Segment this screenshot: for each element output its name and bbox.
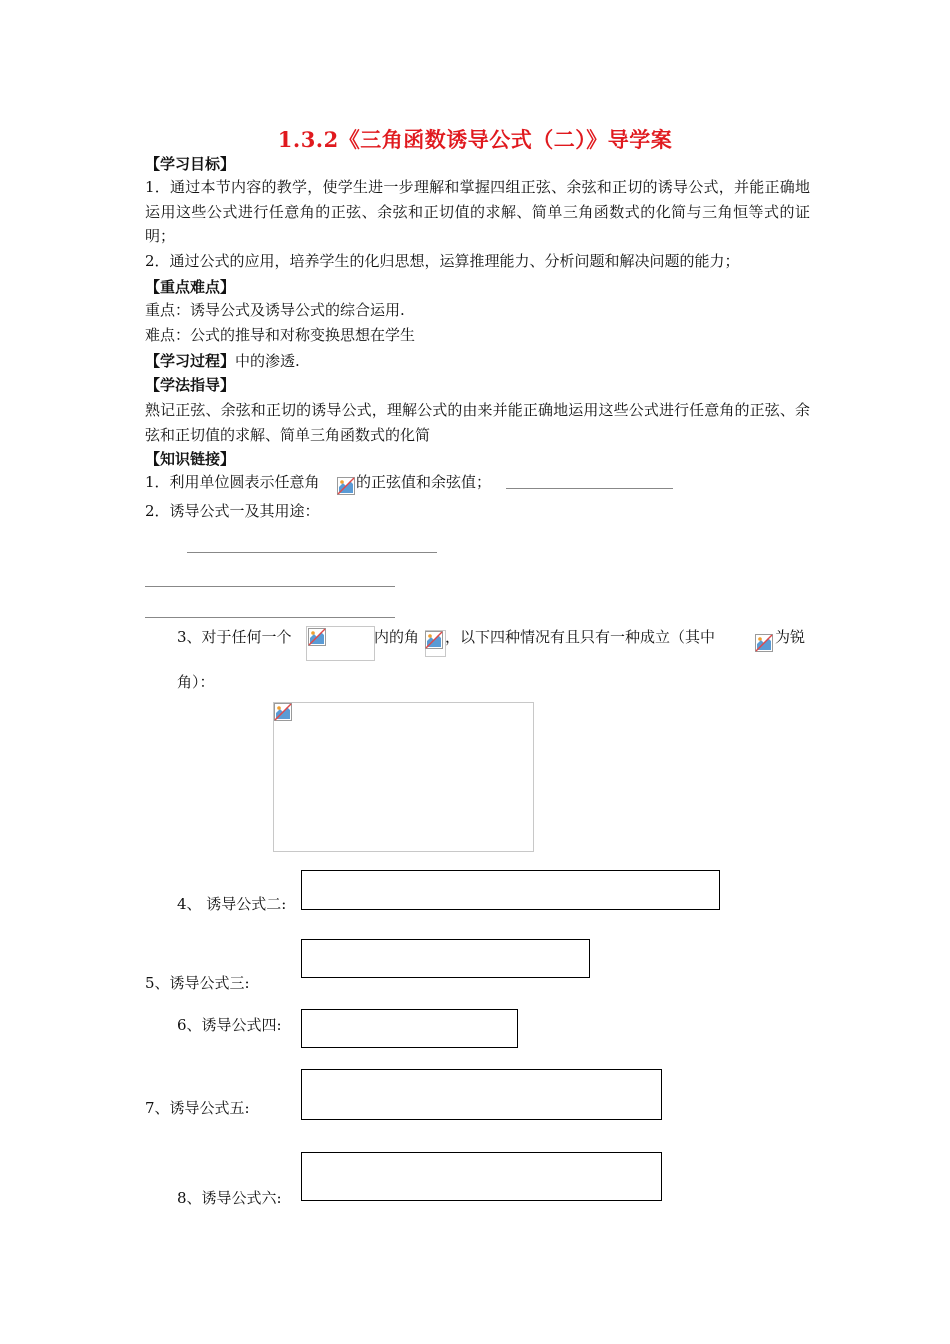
link-item-3-part-c: ，以下四种情况有且只有一种成立（其中 bbox=[445, 628, 716, 646]
answer-box[interactable] bbox=[301, 870, 720, 910]
section-heading-key-points: 【重点难点】 bbox=[145, 278, 236, 296]
broken-image-icon bbox=[337, 477, 355, 495]
goal-item-1: 1．通过本节内容的教学，使学生进一步理解和掌握四组正弦、余弦和正切的诱导公式，并能正确地运用这些公式进行任意角的正弦、余弦和正切值的求解、简单三角函数式的化简与三角恒等式的证明； bbox=[145, 178, 810, 245]
link-item-3-part-e: 角）： bbox=[177, 673, 215, 691]
section-heading-guide: 【学法指导】 bbox=[145, 376, 236, 394]
link-item-7: 7、诱导公式五: bbox=[145, 1099, 250, 1117]
answer-box[interactable] bbox=[301, 1152, 662, 1201]
guide-text: 熟记正弦、余弦和正切的诱导公式，理解公式的由来并能正确地运用这些公式进行任意角的正弦、余弦和正切值的求解、简单三角函数式的化简 bbox=[145, 401, 810, 444]
broken-image-icon bbox=[425, 631, 443, 649]
link-item-3-part-b: 内的角 bbox=[374, 628, 420, 646]
key-point-difficulty: 难点：公式的推导和对称变换思想在学生 bbox=[145, 326, 416, 344]
answer-box[interactable] bbox=[301, 1009, 518, 1048]
broken-image-icon bbox=[755, 634, 773, 652]
process-suffix: 中的渗透. bbox=[235, 352, 300, 370]
process-line bbox=[145, 349, 300, 373]
image-placeholder bbox=[273, 702, 534, 852]
answer-box[interactable] bbox=[301, 1069, 662, 1120]
answer-line[interactable] bbox=[145, 586, 395, 587]
link-item-6: 6、诱导公式四: bbox=[177, 1016, 282, 1034]
answer-line[interactable] bbox=[506, 488, 673, 489]
broken-image-icon bbox=[308, 628, 326, 646]
link-item-2: 2．诱导公式一及其用途： bbox=[145, 502, 320, 520]
section-heading-links: 【知识链接】 bbox=[145, 450, 236, 468]
section-heading-process: 【学习过程】 bbox=[145, 352, 236, 370]
link-item-3-part-d: 为锐 bbox=[775, 628, 806, 646]
answer-box[interactable] bbox=[301, 939, 590, 978]
goal-item-2: 2．通过公式的应用，培养学生的化归思想，运算推理能力、分析问题和解决问题的能力； bbox=[145, 252, 740, 270]
link-item-1-before: 1．利用单位圆表示任意角 bbox=[145, 473, 320, 491]
answer-line[interactable] bbox=[187, 552, 437, 553]
section-heading-goals: 【学习目标】 bbox=[145, 155, 236, 173]
link-item-8: 8、诱导公式六: bbox=[177, 1189, 282, 1207]
broken-image-icon bbox=[274, 703, 292, 721]
link-item-1-after: 的正弦值和余弦值； bbox=[356, 473, 492, 491]
answer-line[interactable] bbox=[145, 617, 395, 618]
link-item-5: 5、诱导公式三: bbox=[145, 974, 250, 992]
link-item-4: 4、 诱导公式二: bbox=[177, 895, 287, 913]
key-point-focus: 重点：诱导公式及诱导公式的综合运用. bbox=[145, 301, 405, 319]
link-item-3-part-a: 3、对于任何一个 bbox=[177, 628, 292, 646]
page-title: 1.3.2《三角函数诱导公式（二）》导学案 bbox=[277, 127, 673, 152]
